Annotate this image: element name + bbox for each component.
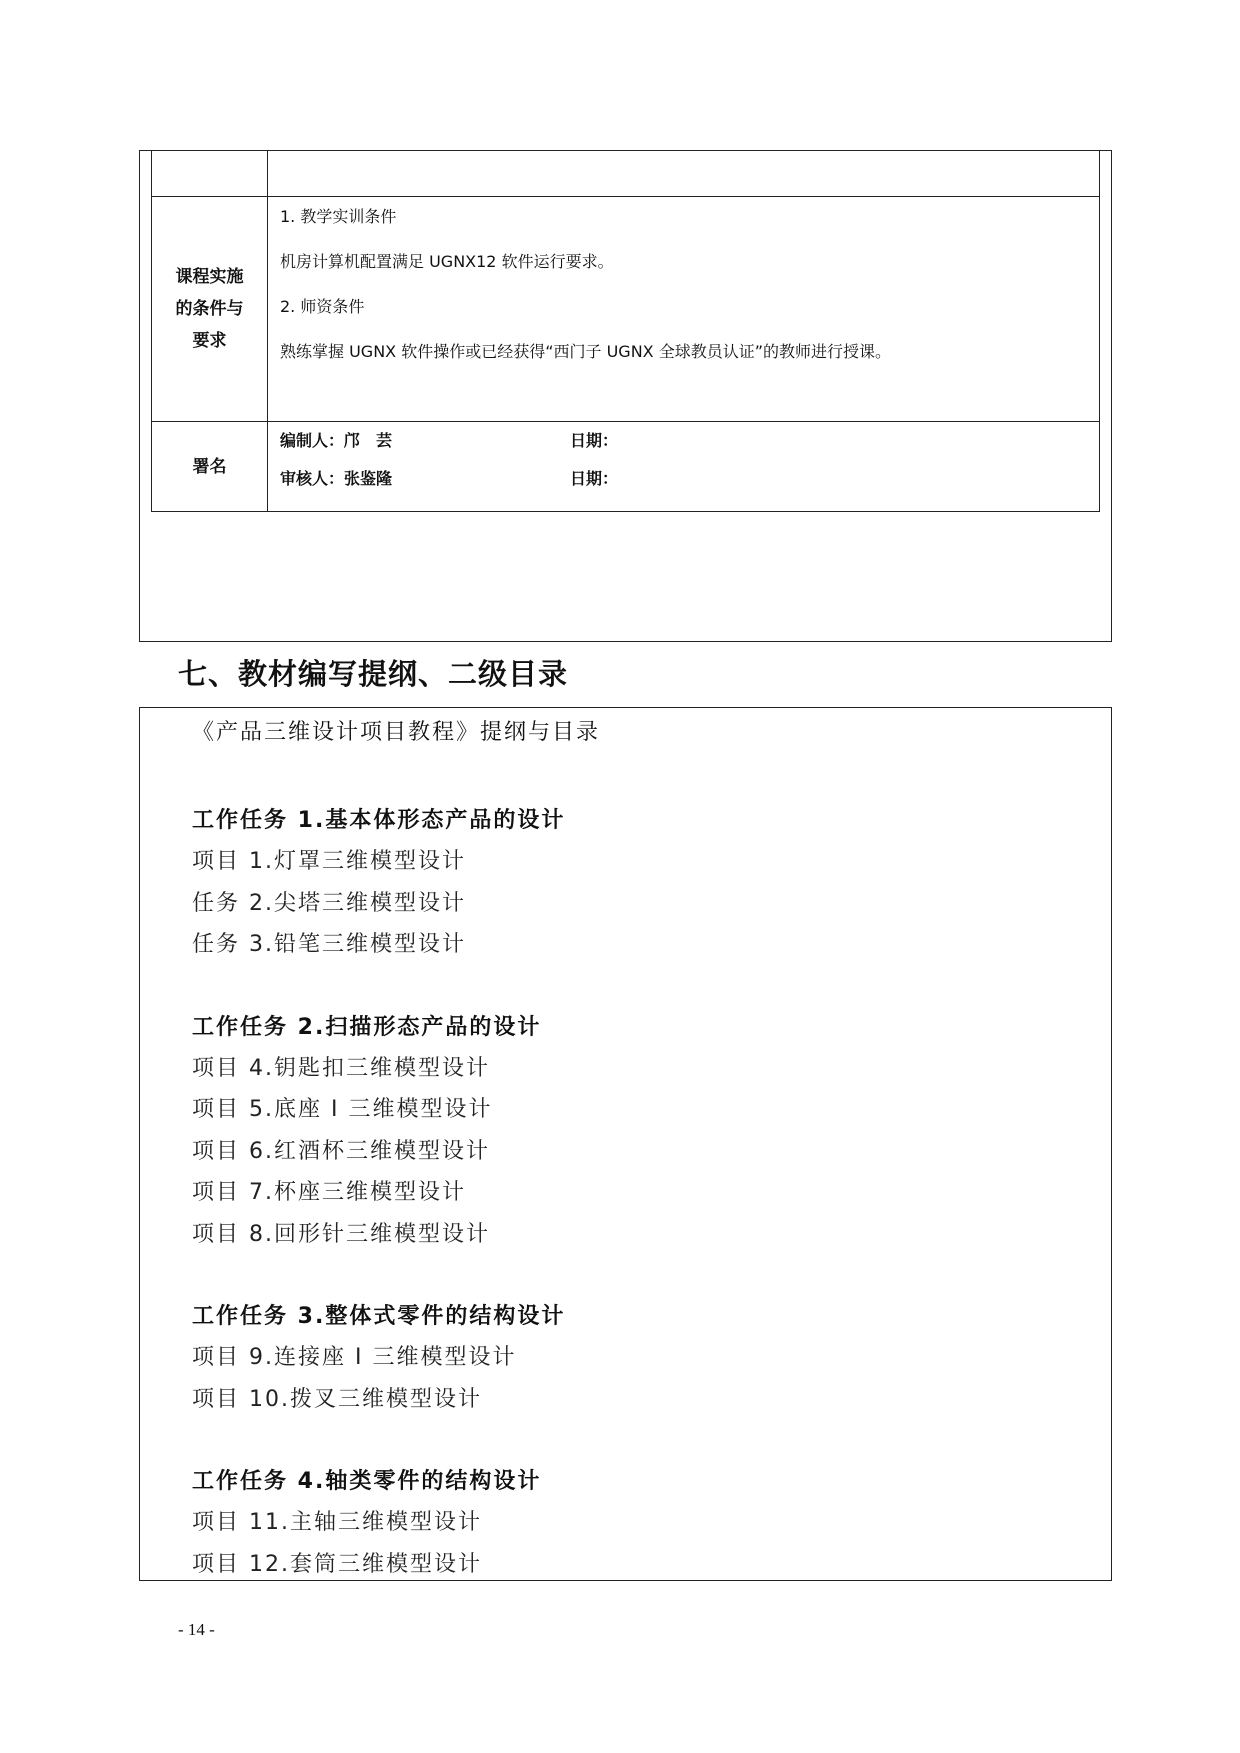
spacer	[192, 759, 600, 800]
spacer	[192, 966, 600, 1007]
conditions-line-4: 熟练掌握 UGNX 软件操作或已经获得“西门子 UGNX 全球教员认证”的教师进行授课。	[280, 342, 892, 361]
compiler-name: 编制人：邝 芸	[280, 431, 393, 450]
signature-content	[268, 422, 1100, 512]
outline-book-title: 《产品三维设计项目教程》提纲与目录	[192, 720, 601, 745]
spacer	[192, 1255, 600, 1296]
spacer	[192, 1420, 600, 1461]
section-title: 七、教材编写提纲、二级目录	[178, 657, 569, 691]
list-item: 项目 8.回形针三维模型设计	[192, 1221, 490, 1247]
list-item: 项目 4.钥匙扣三维模型设计	[192, 1055, 490, 1081]
list-item: 任务 3.铅笔三维模型设计	[192, 932, 466, 957]
conditions-content	[268, 197, 1100, 422]
empty-label-cell	[152, 151, 268, 197]
reviewer-name: 审核人：张鉴隆	[280, 469, 393, 488]
reviewer-line	[280, 466, 1087, 504]
list-item: 项目 6.红酒杯三维模型设计	[192, 1138, 490, 1164]
conditions-label	[152, 197, 268, 422]
compiler-date-label: 日期：	[570, 431, 619, 450]
signature-label: 署名	[152, 422, 268, 512]
work-task-2: 工作任务 2.扫描形态产品的设计	[192, 1014, 542, 1040]
list-item: 项目 1.灯罩三维模型设计	[192, 849, 466, 874]
table-row-signature	[152, 422, 1100, 512]
reviewer-date-label: 日期：	[570, 469, 619, 488]
work-task-3: 工作任务 3.整体式零件的结构设计	[192, 1304, 566, 1329]
conditions-line-3: 2. 师资条件	[280, 297, 365, 316]
list-item: 项目 12.套筒三维模型设计	[192, 1551, 482, 1577]
empty-content-cell	[268, 151, 1100, 197]
conditions-line-1: 1. 教学实训条件	[280, 207, 397, 226]
table-row-conditions	[152, 197, 1100, 422]
list-item: 任务 2.尖塔三维模型设计	[192, 890, 466, 916]
list-item: 项目 9.连接座 I 三维模型设计	[192, 1345, 517, 1370]
table-row-empty	[152, 151, 1100, 197]
list-item: 项目 7.杯座三维模型设计	[192, 1180, 466, 1205]
compiler-line	[280, 428, 1087, 466]
work-task-1: 工作任务 1.基本体形态产品的设计	[192, 808, 566, 833]
course-conditions-table	[151, 150, 1100, 512]
list-item: 项目 5.底座 I 三维模型设计	[192, 1097, 493, 1122]
outline-content	[192, 718, 600, 1585]
work-task-4: 工作任务 4.轴类零件的结构设计	[192, 1469, 542, 1494]
page-number: - 14 -	[178, 1620, 215, 1639]
conditions-line-2: 机房计算机配置满足 UGNX12 软件运行要求。	[280, 252, 614, 271]
list-item: 项目 10.拨叉三维模型设计	[192, 1386, 482, 1412]
conditions-label-text: 课程实施的条件与要求	[175, 267, 244, 351]
list-item: 项目 11.主轴三维模型设计	[192, 1510, 482, 1535]
